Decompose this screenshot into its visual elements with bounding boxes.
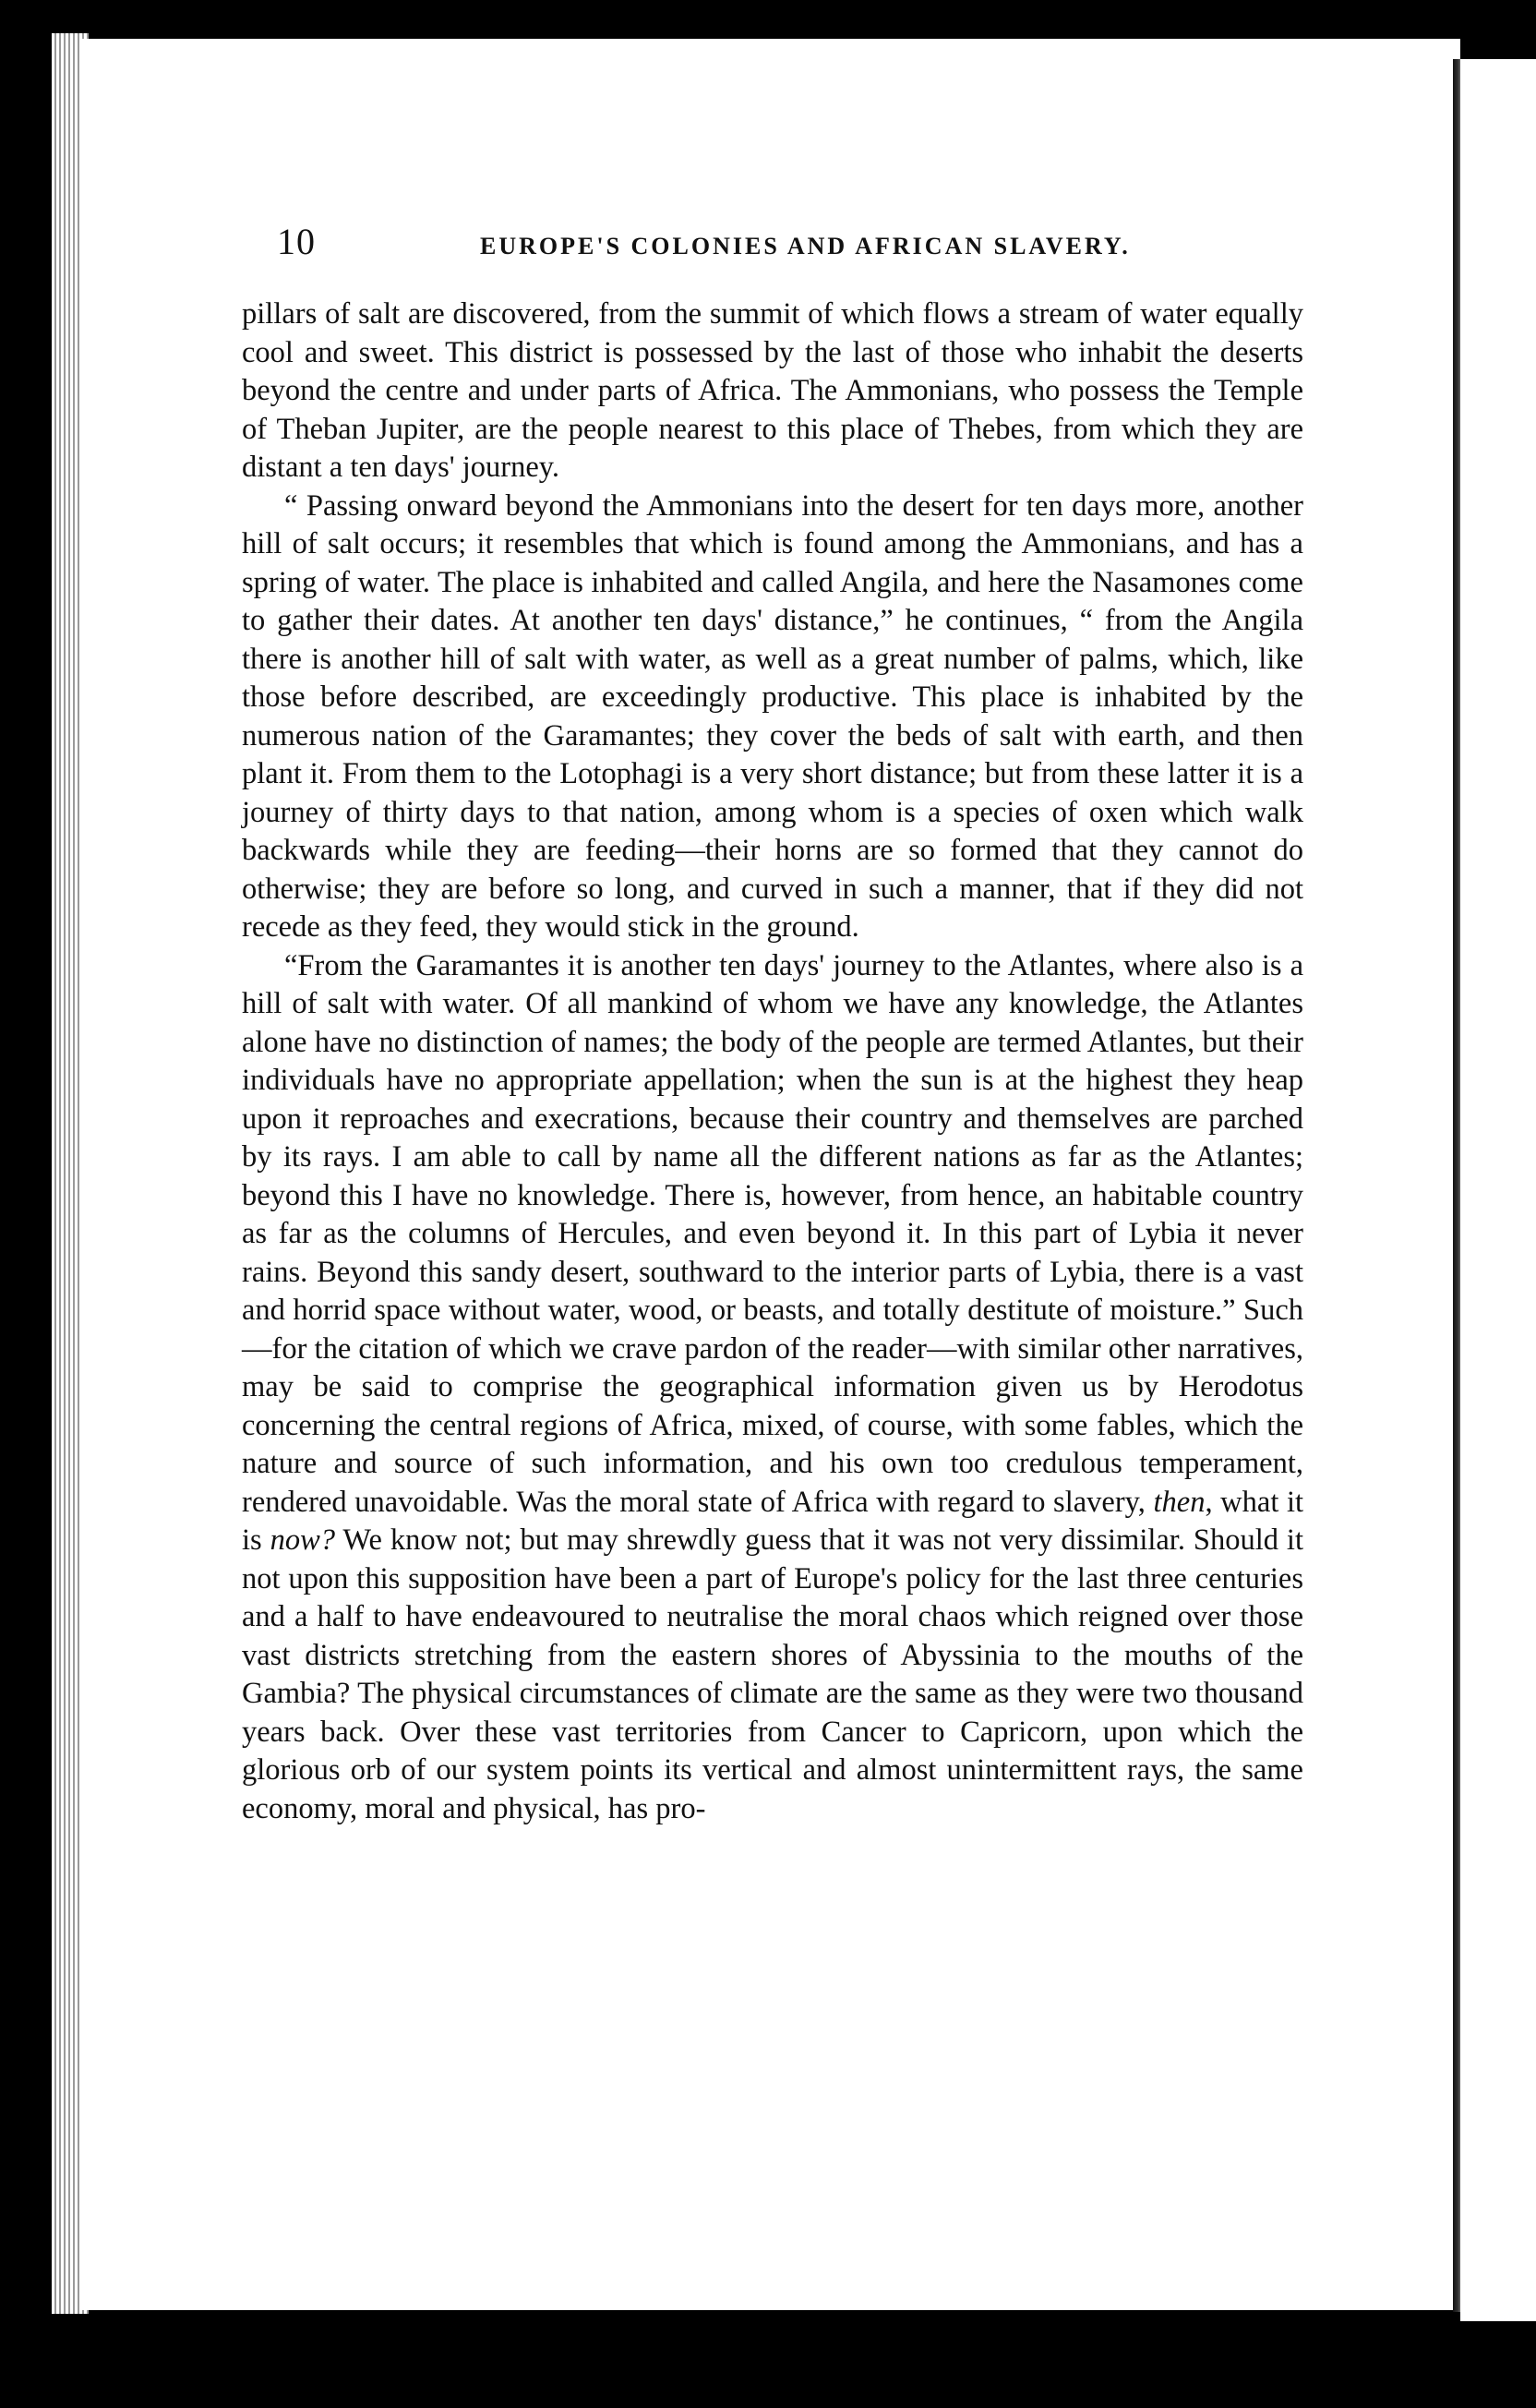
italic-now: now? (270, 1523, 336, 1557)
paragraph-3-part-1: “From the Garamantes it is another ten days' journey to the Atlantes, where also is a hill of salt with water. Of all mankind of whom we have any knowledge, the Atlantes alone have no distinction of names; the body of the people are termed Atlantes, but their individuals have no appropriate appellation; when the sun is at the highest they heap upon it reproaches and execrations, because their country and themselves are parched by its rays. I am able to call by name all the different nations as far as the Atlantes; beyond this I have no knowledge. There is, however, from hence, an habitable country as far as the columns of Hercules, and even beyond it. In this part of Lybia it never rains. Beyond this sandy desert, southward to the interior parts of Lybia, there is a vast and horrid space without water, wood, or beasts, and totally destitute of moisture.” Such—for the citation of which we crave pardon of the reader—with similar other narratives, may be said to comprise the geographical information given us by Herodotus concerning the central regions of Africa, mixed, of course, with some fables, which the nature and source of such information, and his own too credulous temperament, rendered unavoidable. Was the moral state of Africa with regard to slavery, (242, 948, 1303, 1519)
paragraph-3 (242, 947, 1303, 1829)
adjacent-page-edge (1460, 59, 1536, 2321)
page-header (277, 220, 1292, 275)
paragraph-1: pillars of salt are discovered, from the summit of which flows a stream of water equally cool and sweet. This district is possessed by the last of those who inhabit the deserts beyond the centre and under parts of Africa. The Ammonians, who possess the Temple of Theban Jupiter, are the people nearest to this place of Thebes, from which they are distant a ten days' journey. (242, 297, 1303, 484)
running-head: EUROPE'S COLONIES AND AFRICAN SLAVERY. (480, 233, 1131, 259)
paragraph-3-part-2: , what it is (242, 1485, 1304, 1557)
page-number: 10 (277, 221, 316, 262)
body-text (242, 295, 1303, 1828)
paragraph-3-part-3: We know not; but may shrewdly guess that it was not very dissimilar. Should it not upon this supposition have been a part of Europe's policy for the last three centuries and a half to have endeavoured to neutralise the moral chaos which reigned over those vast districts stretching from the eastern shores of Abyssinia to the mouths of the Gambia? The physical circumstances of climate are the same as they were two thousand years back. Over these vast territories from Cancer to Capricorn, upon which the glorious orb of our system points its vertical and almost unintermittent rays, the same economy, moral and physical, has pro- (242, 1523, 1303, 1825)
paragraph-2: “ Passing onward beyond the Ammonians into the desert for ten days more, another hill of salt occurs; it resembles that which is found among the Ammonians, and has a spring of water. The place is inhabited and called Angila, and here the Nasamones come to gather their dates. At another ten days' distance,” he continues, “ from the Angila there is another hill of salt with water, as well as a great number of palms, which, like those before described, are exceedingly productive. This place is inhabited by the numerous nation of the Garamantes; they cover the beds of salt with earth, and then plant it. From them to the Lotophagi is a very short distance; but from these latter it is a journey of thirty days to that nation, among whom is a species of oxen which walk backwards while they are feeding—their horns are so formed that they cannot do otherwise; they are before so long, and curved in such a manner, that if they did not recede as they feed, they would stick in the ground. (242, 488, 1303, 944)
italic-then: then (1153, 1485, 1206, 1519)
